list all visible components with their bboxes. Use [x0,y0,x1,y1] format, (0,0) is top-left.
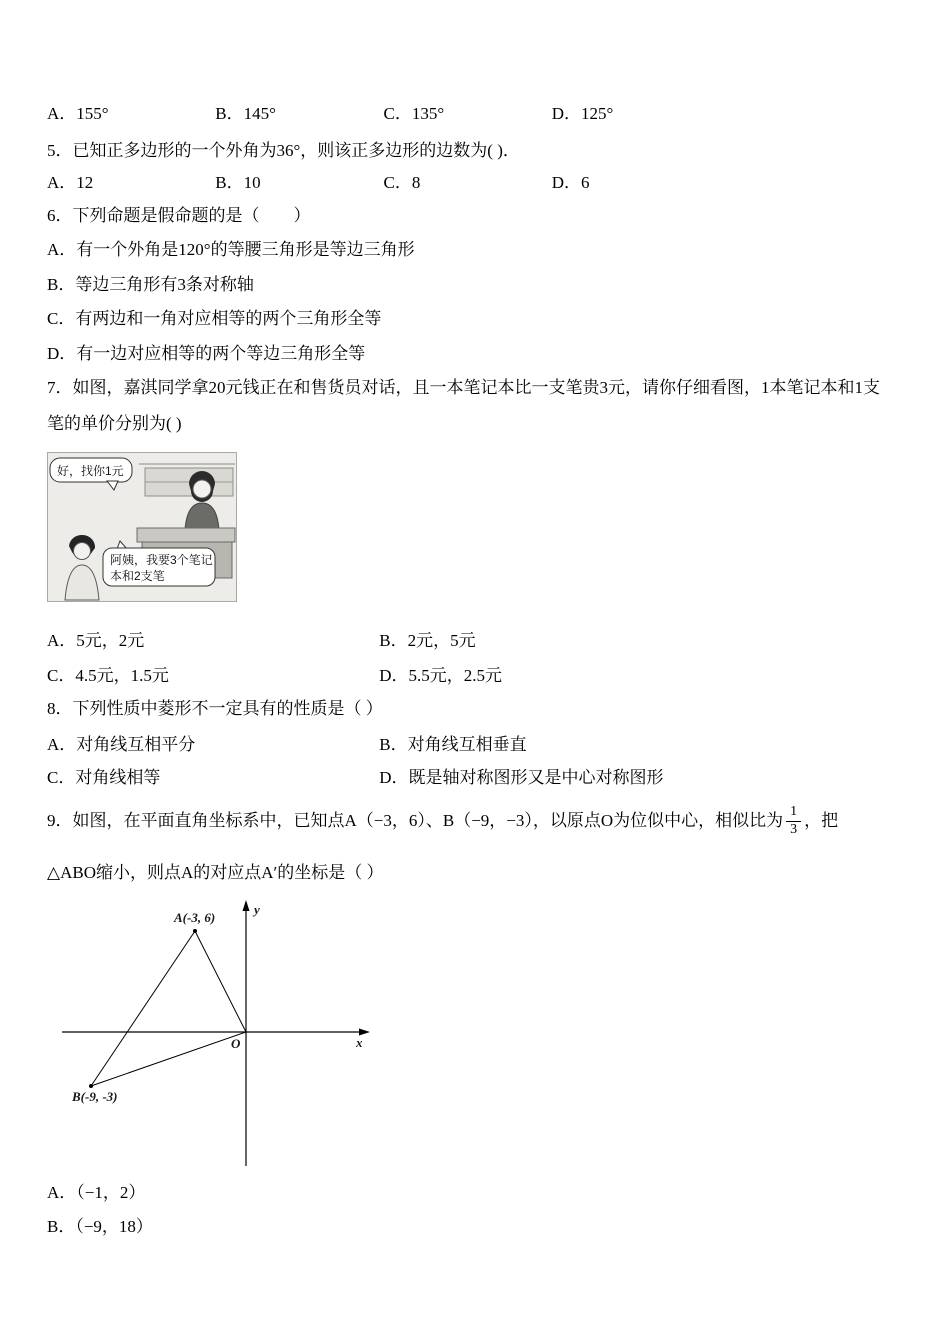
shop-conversation-illustration [47,452,237,602]
buyer-speech-bubble [103,541,215,586]
buyer-bubble-text-line2: 本和2支笔 [110,569,165,583]
q9-stem-text-part2: ，把 [804,811,839,831]
q9-stem-line2: △ABO缩小，则点A的对应点A′的坐标是（ ） [47,863,384,882]
q5-option-c: C．8 [383,173,421,192]
buyer-bubble-text-line1: 阿姨，我要3个笔记 [110,553,213,567]
y-axis-arrow [243,900,250,911]
label-point-b: B(-9, -3) [72,1089,118,1104]
label-origin: O [231,1036,241,1051]
q6-stem: 6．下列命题是假命题的是（ ） [47,206,311,225]
q4-option-c: C．135° [383,104,445,123]
q9-option-b: B．（−9，18） [47,1217,153,1236]
q5-options-row [47,172,590,193]
q9-option-a: A．（−1，2） [47,1183,146,1202]
triangle-abo [91,931,246,1086]
q7-stem-line1: 7．如图，嘉淇同学拿20元钱正在和售货员对话，且一本笔记本比一支笔贵3元，请你仔细看图，1本笔记本和1支 [47,378,880,397]
q7-options-row1 [47,630,476,651]
q6-option-c: C．有两边和一角对应相等的两个三角形全等 [47,309,382,328]
coordinate-graph [58,898,373,1170]
child-face [74,543,91,560]
q8-option-d: D．既是轴对称图形又是中心对称图形 [379,768,664,787]
q8-options-row2 [47,767,664,788]
q9-stem-line1 [47,798,838,844]
seller-bubble-text: 好，找你1元 [57,464,124,478]
q8-option-c: C．对角线相等 [47,768,161,787]
counter-top [137,528,235,542]
q7-option-c: C．4.5元，1.5元 [47,666,169,685]
q4-option-b: B．145° [215,104,276,123]
fraction-one-third [786,804,801,837]
q6-option-d: D．有一边对应相等的两个等边三角形全等 [47,344,366,363]
q7-stem-line2: 笔的单价分别为( ) [47,414,182,433]
q7-options-row2 [47,665,502,686]
shopkeeper-face [193,480,211,498]
fraction-denominator: 3 [790,821,798,837]
q7-option-b: B．2元，5元 [379,631,476,650]
point-b [89,1084,93,1088]
label-point-a: A(-3, 6) [174,910,216,925]
fraction-numerator: 1 [786,804,801,821]
q4-option-d: D．125° [551,104,614,123]
q9-stem-text-part1: 9．如图，在平面直角坐标系中，已知点A（−3，6）、B（−9，−3），以原点O为位似中心，相似比为 [47,811,784,831]
q5-option-d: D．6 [551,173,590,192]
q8-options-row1 [47,734,527,755]
q8-option-a: A．对角线互相平分 [47,735,196,754]
label-y-axis: y [254,902,260,917]
q5-option-a: A．12 [47,173,94,192]
q4-option-a: A．155° [47,104,109,123]
q5-option-b: B．10 [215,173,261,192]
q7-option-d: D．5.5元，2.5元 [379,666,503,685]
q5-stem: 5．已知正多边形的一个外角为36°，则该正多边形的边数为( )． [47,141,520,160]
q8-stem: 8．下列性质中菱形不一定具有的性质是（ ） [47,699,383,718]
q8-option-b: B．对角线互相垂直 [379,735,527,754]
q6-option-a: A．有一个外角是120°的等腰三角形是等边三角形 [47,240,415,259]
q6-option-b: B．等边三角形有3条对称轴 [47,275,254,294]
q7-option-a: A．5元，2元 [47,631,145,650]
q4-options-row [47,103,613,124]
point-a [193,929,197,933]
label-x-axis: x [356,1035,363,1050]
